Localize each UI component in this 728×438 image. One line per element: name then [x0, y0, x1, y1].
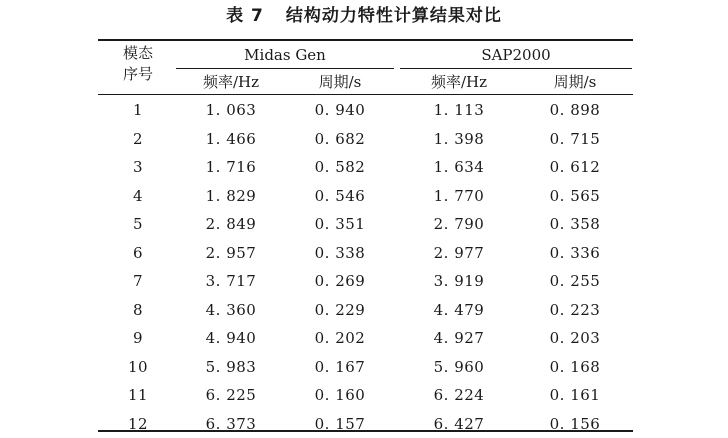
midas-period-cell: 0. 682 [314, 129, 366, 148]
midas-frequency-header: 频率/Hz [202, 73, 260, 91]
sap-frequency-header: 频率/Hz [430, 73, 488, 91]
sap-frequency-cell: 5. 960 [433, 357, 485, 376]
sap-frequency-cell: 2. 977 [433, 243, 485, 262]
sap-frequency-cell: 4. 927 [433, 329, 485, 347]
table-row [0, 296, 728, 324]
table-row [0, 210, 728, 238]
midas-period-cell: 0. 157 [314, 414, 366, 433]
mode-cell: 1 [132, 101, 144, 119]
sap-period-cell: 0. 203 [549, 329, 601, 347]
mode-cell: 10 [127, 357, 149, 376]
sap-frequency-cell: 6. 224 [433, 386, 485, 404]
midas-frequency-cell: 1. 829 [205, 186, 257, 205]
midas-period-cell: 0. 351 [314, 215, 366, 233]
midas-frequency-cell: 1. 716 [205, 158, 257, 176]
table-row [0, 267, 728, 295]
mode-cell: 9 [132, 329, 144, 347]
table-row [0, 182, 728, 210]
midas-frequency-cell: 1. 063 [205, 101, 257, 119]
midas-frequency-cell: 6. 373 [205, 414, 257, 433]
mode-cell: 11 [127, 386, 149, 404]
table-row [0, 353, 728, 381]
table-title: 结构动力特性计算结果对比 [285, 6, 502, 26]
sap-period-header: 周期/s [553, 73, 597, 91]
mode-cell: 12 [127, 414, 149, 433]
sap-frequency-cell: 1. 634 [433, 158, 485, 176]
midas-period-cell: 0. 167 [314, 357, 366, 376]
table-row [0, 125, 728, 153]
midas-frequency-cell: 2. 957 [205, 243, 257, 262]
table-row [0, 381, 728, 409]
sap-period-cell: 0. 223 [549, 300, 601, 319]
midas-frequency-cell: 6. 225 [205, 386, 257, 404]
mode-cell: 2 [132, 129, 144, 148]
sap-frequency-cell: 4. 479 [433, 300, 485, 319]
table-row [0, 96, 728, 124]
table-row [0, 153, 728, 181]
mode-cell: 7 [132, 272, 144, 290]
sap-frequency-cell: 1. 770 [433, 186, 485, 205]
sap-period-cell: 0. 358 [549, 215, 601, 233]
midas-frequency-cell: 4. 360 [205, 300, 257, 319]
midas-period-cell: 0. 546 [314, 186, 366, 205]
mode-cell: 8 [132, 300, 144, 319]
table-row [0, 324, 728, 352]
midas-period-header: 周期/s [318, 73, 362, 91]
table-row [0, 239, 728, 267]
sap-frequency-cell: 1. 398 [433, 129, 485, 148]
sap-period-cell: 0. 168 [549, 357, 601, 376]
mode-cell: 6 [132, 243, 144, 262]
sap-period-cell: 0. 156 [549, 414, 601, 433]
midas-frequency-cell: 4. 940 [205, 329, 257, 347]
midas-period-cell: 0. 229 [314, 300, 366, 319]
midas-period-cell: 0. 160 [314, 386, 366, 404]
mode-cell: 4 [132, 186, 144, 205]
mode-cell: 3 [132, 158, 144, 176]
midas-frequency-cell: 2. 849 [205, 215, 257, 233]
midas-frequency-cell: 3. 717 [205, 272, 257, 290]
midas-frequency-cell: 5. 983 [205, 357, 257, 376]
midas-frequency-cell: 1. 466 [205, 129, 257, 148]
sap-frequency-cell: 1. 113 [433, 101, 485, 119]
midas-period-cell: 0. 582 [314, 158, 366, 176]
sap-period-cell: 0. 161 [549, 386, 601, 404]
midas-gen-group-header: Midas Gen [244, 46, 326, 64]
sap-period-cell: 0. 336 [549, 243, 601, 262]
sap2000-group-header: SAP2000 [481, 46, 551, 64]
sap-frequency-cell: 6. 427 [433, 414, 485, 433]
table-number: 表 7 [226, 6, 264, 26]
table-row [0, 410, 728, 438]
mode-header-line1: 模态 [122, 44, 153, 62]
sap-period-cell: 0. 565 [549, 186, 601, 205]
sap-period-cell: 0. 612 [549, 158, 601, 176]
mode-cell: 5 [132, 215, 144, 233]
midas-period-cell: 0. 269 [314, 272, 366, 290]
midas-period-cell: 0. 202 [314, 329, 366, 347]
sap-frequency-cell: 2. 790 [433, 215, 485, 233]
sap-period-cell: 0. 715 [549, 129, 601, 148]
midas-period-cell: 0. 940 [314, 101, 366, 119]
mode-header-line2: 序号 [122, 65, 153, 83]
midas-period-cell: 0. 338 [314, 243, 366, 262]
sap-period-cell: 0. 255 [549, 272, 601, 290]
sap-period-cell: 0. 898 [549, 101, 601, 119]
sap-frequency-cell: 3. 919 [433, 272, 485, 290]
